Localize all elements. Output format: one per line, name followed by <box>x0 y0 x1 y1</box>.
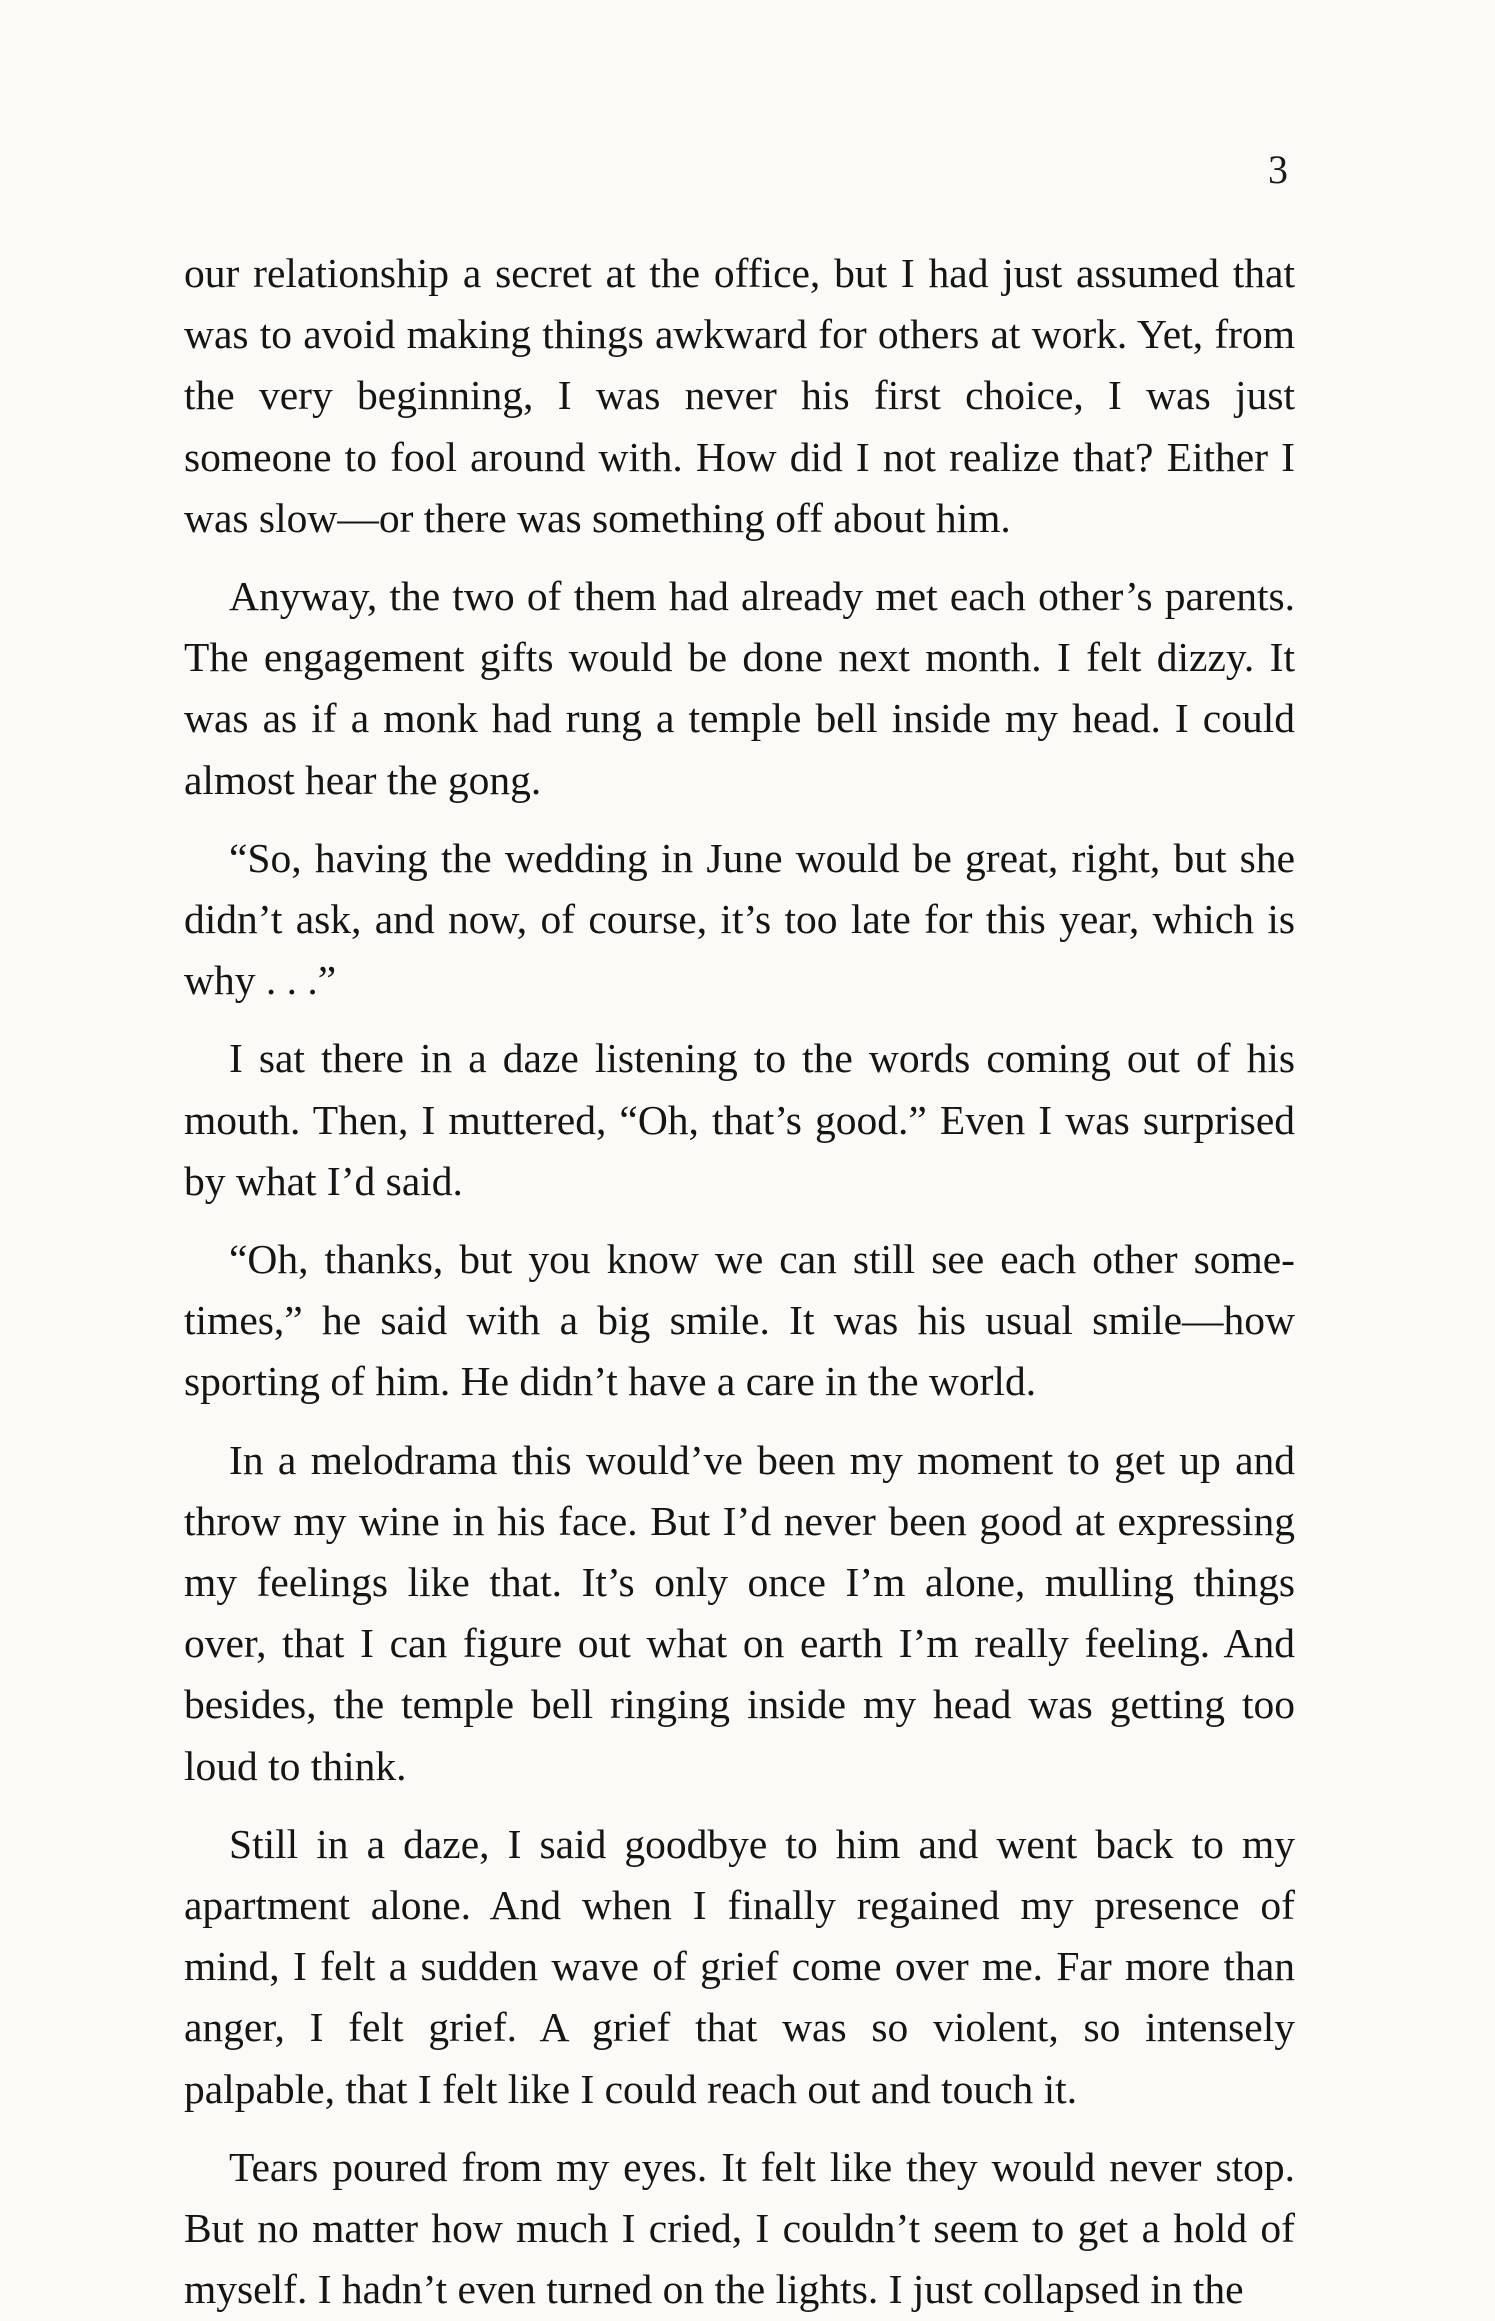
paragraph: In a melodrama this would’ve been my moment to get up and throw my wine in his face. But I’d never been good at expressing my feelings like that. It’s only once I’m alone, mulling things over, that I can figure out what on earth I’m really feeling. And besides, the temple bell ringing inside my head was getting too loud to think. <box>184 1436 1295 1789</box>
paragraph: Anyway, the two of them had already met each other’s parents. The engagement gifts would be done next month. I felt dizzy. It was as if a monk had rung a temple bell inside my head. I could almost hear the gong. <box>184 573 1295 803</box>
paragraph: Tears poured from my eyes. It felt like they would never stop. But no matter how much I cried, I couldn’t seem to get a hold of myself. I hadn’t even turned on the lights. I just collapsed in the <box>184 2143 1295 2313</box>
paragraph: “Oh, thanks, but you know we can still see each other sometimes,” he said with a big smile. It was his usual smile—how sporting of him. He didn’t have a care in the world. <box>184 1236 1295 1405</box>
page-number: 3 <box>1268 147 1288 192</box>
paragraph: our relationship a secret at the office, but I had just assumed that was to avoid making things awkward for others at work. Yet, from the very beginning, I was never his first choice, I was just someone to fool around with. How did I not realize that? Either I was slow—or there was something off about him. <box>184 250 1295 541</box>
paragraph: Still in a daze, I said goodbye to him and went back to my apartment alone. And when I finally regained my presence of mind, I felt a sudden wave of grief come over me. Far more than anger, I felt grief. A grief that was so violent, so intensely palpable, that I felt like I could reach out and touch it. <box>184 1820 1295 2112</box>
body-text <box>184 243 1295 2321</box>
paragraph: I sat there in a daze listening to the words coming out of his mouth. Then, I muttered, “Oh, that’s good.” Even I was surprised by what I’d said. <box>184 1035 1295 1204</box>
paragraph: “So, having the wedding in June would be great, right, but she didn’t ask, and now, of course, it’s too late for this year, which is why . . .” <box>184 834 1295 1004</box>
